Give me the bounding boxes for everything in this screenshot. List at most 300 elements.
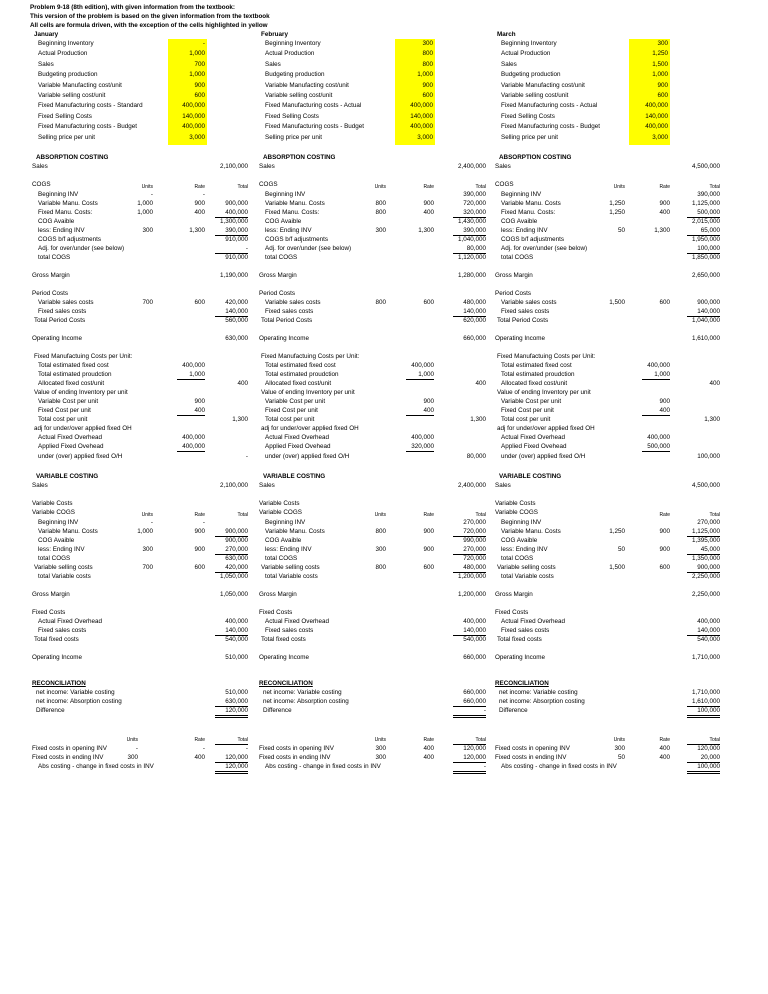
abs-fs-value: 140,000 [697,308,720,315]
fmc-alloc-label: Allocated fixed cost/unit [38,380,105,387]
input-label: Fixed Manufacturing costs - Budget [501,123,601,131]
abs-adj-value: 80,000 [466,245,486,252]
input-value: 700 [194,60,205,68]
abs-end-units: 50 [617,227,625,234]
abs-rule [177,451,205,452]
abs-rule [177,379,205,380]
rec-change-value: 100,000 [697,763,720,770]
var-avail-label: COG Avaible [265,537,302,544]
var-end-rate: 900 [194,546,205,553]
abs-bf-value: 1,040,000 [457,236,486,243]
abs-oi-value: 630,000 [225,335,248,342]
val-total-label: Total cost per unit [38,416,88,423]
abs-end-units: 300 [142,227,153,234]
input-label: Variable selling cost/unit [501,92,569,99]
var-avail-value: 1,395,000 [691,537,720,544]
val-total-label: Total cost per unit [265,416,315,423]
rec-end-label: Fixed costs in ending INV [495,754,567,761]
abs-var-total: 720,000 [463,200,486,207]
input-label: Variable selling cost/unit [38,92,106,99]
fmc-est-prod: 1,000 [189,371,205,378]
abs-oi-label: Operating Income [32,335,83,342]
var-gm-value: 1,050,000 [219,591,248,598]
val-total-label: Total cost per unit [501,416,551,423]
adjoh-actual: 400,000 [411,434,434,441]
var-vs-units: 1,500 [609,564,625,571]
rec-open-units: 300 [614,745,625,752]
rec-end-units: 50 [617,754,625,761]
rec-niabs-label: net income: Absorption costing [499,698,585,705]
col-units: Units [374,737,386,743]
abs-vs-units: 1,500 [609,299,625,306]
input-value: 3,000 [189,133,205,141]
fmc-est-prod-label: Total estimated proudction [38,371,112,378]
abs-vs-total: 480,000 [463,299,486,306]
abs-end-total: 65,000 [700,227,720,234]
abs-oi-value: 1,610,000 [691,335,720,342]
val-fix-label: Fixed Cost per unit [265,407,318,414]
var-oi-label: Operating Income [495,654,546,661]
abs-adj-label: Adj. for over/under (see below) [501,245,588,252]
adjoh-label: adj for under/over applied fixed OH [261,425,359,432]
abs-gm-value: 1,190,000 [219,272,248,279]
input-title-mar: March [497,31,516,38]
abs-avail-label: COG Avaible [265,218,302,225]
val-fix: 400 [194,407,205,414]
rec-open-rate: 400 [659,745,670,752]
input-label: Variable Manufacting cost/unit [38,81,122,89]
var-tf-value: 540,000 [463,636,486,643]
abs-oi-label: Operating Income [495,335,546,342]
var-end-units: 300 [142,546,153,553]
abs-end-rate: 1,300 [654,227,670,234]
var-end-label: less: Ending INV [501,546,548,553]
rec-open-label: Fixed costs in opening INV [495,745,570,752]
abs-period-label: Period Costs [259,290,296,297]
input-label: Sales [501,60,517,68]
abs-vs-rate: 600 [659,299,670,306]
abs-var-rate: 900 [194,200,205,207]
rec-title: RECONCILIATION [495,680,549,687]
abs-title: ABSORPTION COSTING [263,154,336,161]
abs-rule [642,415,670,416]
adjoh-uo-label: under (over) applied fixed O/H [38,453,123,460]
col-total: Total [709,737,720,743]
abs-oi-value: 660,000 [463,335,486,342]
fmc-est-fixed: 400,000 [182,362,205,369]
input-value: 1,000 [417,71,433,79]
abs-end-total: 390,000 [463,227,486,234]
var-vs-rate: 600 [423,564,434,571]
abs-tp-label: Total Period Costs [34,317,86,324]
var-tf-value: 540,000 [225,636,248,643]
var-end-rate: 900 [659,546,670,553]
var-end-total: 45,000 [700,546,720,553]
fmc-est-fixed: 400,000 [647,362,670,369]
var-beg-total: 270,000 [697,519,720,526]
input-label: Fixed Manufacturing costs - Actual [501,102,598,110]
var-gm-value: 1,200,000 [457,591,486,598]
var-vs-label: Variable selling costs [261,564,320,571]
rec-diff-value: 100,000 [697,707,720,714]
abs-vs-rate: 600 [423,299,434,306]
fmc-alloc: 400 [237,380,248,387]
var-oh-value: 400,000 [225,618,248,625]
abs-fix-rate: 400 [659,209,670,216]
abs-sales-value: 4,500,000 [691,163,720,170]
abs-end-rate: 1,300 [418,227,434,234]
rec-rule [215,717,248,718]
rec-rule [453,762,486,763]
var-manu-rate: 900 [659,528,670,535]
rec-end-units: 300 [375,754,386,761]
abs-beg-rate: - [202,191,205,198]
rec-change-label: Abs costing - change in fixed costs in INV [38,763,154,770]
var-tv-value: 1,050,000 [219,573,248,580]
var-tc-value: 720,000 [463,555,486,562]
input-label: Fixed Manufacturing costs - Actual [265,102,362,110]
col-rate: Rate [194,184,205,190]
col-total: Total [475,512,486,518]
var-costs-label: Variable Costs [32,500,73,507]
abs-total-cogs-label: total COGS [501,254,534,261]
abs-avail-value: 1,300,000 [219,218,248,225]
var-costs-label: Variable Costs [495,500,536,507]
col-rate: Rate [194,512,205,518]
abs-fix-units: 800 [375,209,386,216]
var-cogs-label: Variable COGS [32,509,75,516]
abs-end-total: 390,000 [225,227,248,234]
rec-nivar-label: net income: Variable costing [499,689,578,696]
var-fs-value: 140,000 [225,627,248,634]
input-label: Budgeting production [38,71,98,79]
abs-var-units: 1,250 [609,200,625,207]
var-tf-label: Total fixed costs [261,636,306,643]
input-value: 140,000 [410,112,433,120]
var-fc-label: Fixed Costs [495,609,529,616]
var-vs-rate: 600 [659,564,670,571]
var-fs-value: 140,000 [697,627,720,634]
input-value: 800 [422,60,433,68]
var-gm-value: 2,250,000 [691,591,720,598]
var-tc-value: 630,000 [225,555,248,562]
col-total: Total [475,184,486,190]
input-label: Selling price per unit [501,133,559,141]
fmc-alloc: 400 [709,380,720,387]
col-total: Total [709,184,720,190]
rec-rule [215,771,248,772]
var-end-units: 50 [617,546,625,553]
abs-fix-label: Fixed Manu. Costs: [501,209,556,216]
abs-avail-label: COG Avaible [501,218,538,225]
var-title: VARIABLE COSTING [263,473,326,480]
rec-change-label: Abs costing - change in fixed costs in INV [501,763,617,770]
abs-gm-label: Gross Margin [32,272,70,279]
var-manu-label: Variable Manu. Costs [501,528,561,535]
fmc-est-fixed-label: Total estimated fixed cost [265,362,336,369]
adjoh-actual-label: Actual Fixed Overhead [501,434,566,441]
abs-var-units: 1,000 [137,200,153,207]
abs-gm-label: Gross Margin [259,272,297,279]
abs-adj-label: Adj. for over/under (see below) [38,245,125,252]
col-units: Units [374,184,386,190]
abs-bf-label: COGS b/f adjustments [38,236,101,243]
abs-total-cogs-value: 1,850,000 [691,254,720,261]
val-end-label: Value of ending Inventory per unit [34,389,128,396]
rec-rule [687,715,720,716]
var-manu-units: 1,250 [609,528,625,535]
var-avail-label: COG Avaible [38,537,75,544]
input-label: Beginning Inventory [265,40,321,47]
rec-open-rate: 400 [423,745,434,752]
input-label: Variable selling cost/unit [265,92,333,99]
val-total: 1,300 [470,416,486,423]
abs-beg-label: Beginning INV [38,191,79,198]
abs-var-label: Variable Manu. Costs [501,200,561,207]
rec-title: RECONCILIATION [32,680,86,687]
fmc-est-prod: 1,000 [418,371,434,378]
input-value: 1,250 [652,50,668,58]
input-value: 900 [194,81,205,89]
abs-rule [406,415,434,416]
var-vs-total: 420,000 [225,564,248,571]
rec-end-units: 300 [127,754,138,761]
abs-bf-value: 910,000 [225,236,248,243]
var-oi-label: Operating Income [259,654,310,661]
abs-rule [406,451,434,452]
input-value: 300 [422,40,433,47]
header-line-1: Problem 9-18 (8th edition), with given information from the textbook: [30,4,236,11]
input-value: 140,000 [182,112,205,120]
abs-beg-total: 390,000 [463,191,486,198]
rec-rule [687,717,720,718]
abs-sales-label: Sales [259,163,275,170]
rec-rule [453,717,486,718]
col-units: Units [126,737,138,743]
rec-open-total: 120,000 [697,745,720,752]
rec-niabs-value: 1,610,000 [691,698,720,705]
abs-fix-units: 1,250 [609,209,625,216]
input-value: 140,000 [645,112,668,120]
rec-niabs-value: 660,000 [463,698,486,705]
var-end-units: 300 [375,546,386,553]
val-var: 900 [194,398,205,405]
rec-change-label: Abs costing - change in fixed costs in INV [265,763,381,770]
abs-var-label: Variable Manu. Costs [265,200,325,207]
col-rate: Rate [423,512,434,518]
var-title: VARIABLE COSTING [499,473,562,480]
adjoh-actual-label: Actual Fixed Overhead [265,434,330,441]
abs-var-rate: 900 [659,200,670,207]
rec-diff-label: Difference [263,707,292,714]
col-rate: Rate [423,737,434,743]
abs-vs-total: 420,000 [225,299,248,306]
val-var-label: Variable Cost per unit [265,398,326,405]
val-fix-label: Fixed Cost per unit [501,407,554,414]
adjoh-actual: 400,000 [182,434,205,441]
rec-rule [453,771,486,772]
abs-end-label: less: Ending INV [501,227,548,234]
rec-niabs-label: net income: Absorption costing [36,698,122,705]
rec-diff-label: Difference [499,707,528,714]
var-tv-label: total Variable costs [38,573,91,580]
input-value: 400,000 [410,102,433,110]
abs-beg-label: Beginning INV [501,191,542,198]
var-gm-label: Gross Margin [495,591,533,598]
input-value: 300 [657,40,668,47]
var-sales-label: Sales [259,482,275,489]
var-avail-value: 990,000 [463,537,486,544]
input-value: 900 [422,81,433,89]
rec-nivar-value: 660,000 [463,689,486,696]
input-value: 400,000 [645,102,668,110]
rec-diff-value: - [483,707,486,714]
rec-rule [453,706,486,707]
input-value: 400,000 [645,123,668,131]
abs-fix-total: 500,000 [697,209,720,216]
col-total: Total [475,737,486,743]
input-label: Fixed Selling Costs [38,112,92,120]
abs-title: ABSORPTION COSTING [499,154,572,161]
var-beg-label: Beginning INV [38,519,79,526]
var-gm-label: Gross Margin [32,591,70,598]
var-tc-value: 1,350,000 [691,555,720,562]
var-manu-units: 800 [375,528,386,535]
rec-open-rate: - [202,745,205,752]
var-vs-total: 480,000 [463,564,486,571]
abs-beg-label: Beginning INV [265,191,306,198]
adjoh-applied: 320,000 [411,443,434,450]
input-label: Fixed Manufacturing costs - Budget [38,123,138,131]
var-avail-label: COG Avaible [501,537,538,544]
abs-cogs-label: COGS [32,181,51,188]
var-oi-value: 1,710,000 [691,654,720,661]
var-vs-rate: 600 [194,564,205,571]
abs-tp-label: Total Period Costs [261,317,313,324]
abs-fs-value: 140,000 [463,308,486,315]
abs-fix-rate: 400 [423,209,434,216]
var-oi-label: Operating Income [32,654,83,661]
abs-tp-label: Total Period Costs [497,317,549,324]
col-rate: Rate [659,737,670,743]
abs-tp-value: 1,040,000 [691,317,720,324]
abs-fix-units: 1,000 [137,209,153,216]
var-oh-label: Actual Fixed Overhead [265,618,330,625]
var-sales-value: 2,400,000 [457,482,486,489]
var-gm-label: Gross Margin [259,591,297,598]
var-fc-label: Fixed Costs [32,609,66,616]
fmc-alloc-label: Allocated fixed cost/unit [265,380,332,387]
input-label: Variable Manufacting cost/unit [501,81,585,89]
var-end-total: 270,000 [225,546,248,553]
rec-open-units: 300 [375,745,386,752]
var-manu-total: 720,000 [463,528,486,535]
fmc-est-prod-label: Total estimated proudction [501,371,575,378]
abs-cogs-label: COGS [259,181,278,188]
val-end-label: Value of ending Inventory per unit [261,389,355,396]
val-end-label: Value of ending Inventory per unit [497,389,591,396]
var-end-rate: 900 [423,546,434,553]
fmc-title: Fixed Manufactuing Costs per Unit: [34,353,133,360]
input-label: Selling price per unit [38,133,96,141]
abs-rule [642,451,670,452]
var-beg-label: Beginning INV [501,519,542,526]
col-total: Total [237,184,248,190]
var-beg-total: 270,000 [463,519,486,526]
val-fix: 400 [659,407,670,414]
abs-fix-label: Fixed Manu. Costs: [265,209,320,216]
abs-tp-value: 560,000 [225,317,248,324]
col-units: Units [374,512,386,518]
rec-rule [687,771,720,772]
val-total: 1,300 [232,416,248,423]
abs-var-total: 1,125,000 [691,200,720,207]
rec-open-total: 120,000 [463,745,486,752]
col-units: Units [141,512,153,518]
adjoh-applied-label: Applied Fixed Ovehead [38,443,104,450]
val-fix-label: Fixed Cost per unit [38,407,91,414]
var-oi-value: 660,000 [463,654,486,661]
var-tc-label: total COGS [38,555,71,562]
var-manu-rate: 900 [423,528,434,535]
rec-diff-value: 120,000 [225,707,248,714]
rec-rule [687,773,720,774]
input-label: Fixed Selling Costs [501,112,555,120]
rec-niabs-label: net income: Absorption costing [263,698,349,705]
col-rate: Rate [194,737,205,743]
fmc-alloc: 400 [475,380,486,387]
abs-total-cogs-label: total COGS [265,254,298,261]
input-label: Sales [265,60,281,68]
val-var: 900 [423,398,434,405]
rec-rule [215,715,248,716]
abs-vs-label: Variable sales costs [265,299,321,306]
input-label: Beginning Inventory [38,40,94,47]
adjoh-uo: 100,000 [697,453,720,460]
abs-rule [642,379,670,380]
var-tf-label: Total fixed costs [34,636,79,643]
abs-bf-label: COGS b/f adjustments [501,236,564,243]
adjoh-uo-label: under (over) applied fixed O/H [265,453,350,460]
input-value: 1,500 [652,60,668,68]
abs-vs-total: 900,000 [697,299,720,306]
abs-vs-label: Variable sales costs [38,299,94,306]
rec-open-total: - [245,745,248,752]
rec-nivar-value: 510,000 [225,689,248,696]
var-sales-label: Sales [495,482,511,489]
var-tv-value: 2,250,000 [691,573,720,580]
var-fs-value: 140,000 [463,627,486,634]
input-value: 1,000 [189,50,205,58]
abs-avail-label: COG Avaible [38,218,75,225]
abs-vs-units: 700 [142,299,153,306]
rec-end-label: Fixed costs in ending INV [259,754,331,761]
header-line-2: This version of the problem is based on the given information from the textbook [30,13,270,20]
abs-avail-value: 1,430,000 [457,218,486,225]
abs-sales-value: 2,400,000 [457,163,486,170]
abs-sales-label: Sales [495,163,511,170]
input-title-feb: February [261,31,288,38]
var-oh-value: 400,000 [463,618,486,625]
rec-nivar-value: 1,710,000 [691,689,720,696]
abs-var-total: 900,000 [225,200,248,207]
input-value: 400,000 [182,102,205,110]
var-tf-value: 540,000 [697,636,720,643]
col-total: Total [237,737,248,743]
abs-end-label: less: Ending INV [38,227,85,234]
abs-fs-value: 140,000 [225,308,248,315]
abs-vs-label: Variable sales costs [501,299,557,306]
